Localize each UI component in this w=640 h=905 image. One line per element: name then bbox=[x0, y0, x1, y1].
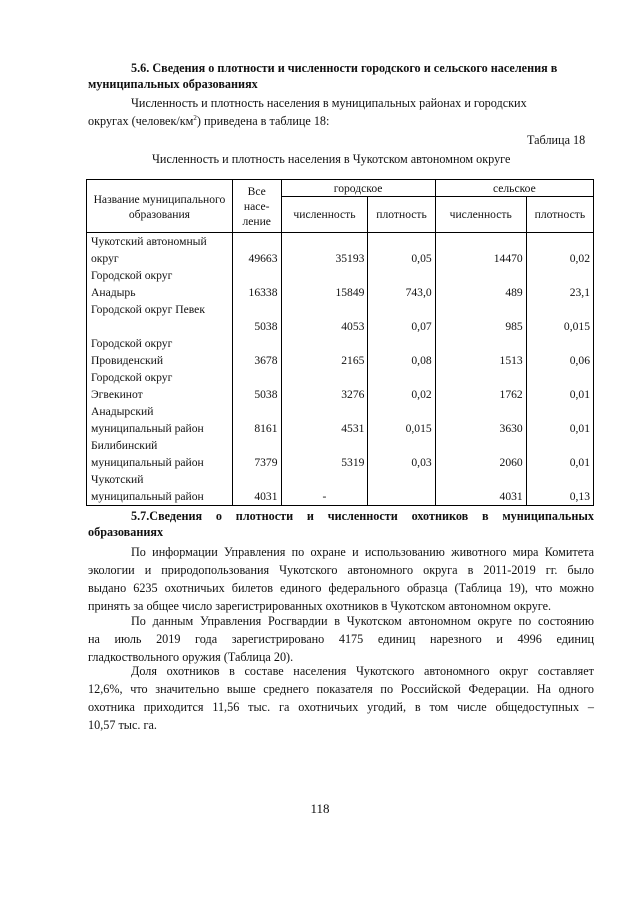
cell-name: Городской округ bbox=[87, 369, 233, 386]
paragraph-line: охотника приходится 11,56 тыс. га охотничьих угодий, в том числе общедоступных – bbox=[88, 700, 594, 714]
paragraph-line: выдано 6235 охотничьих билетов единого федерального образца (Таблица 19), что можно bbox=[88, 581, 594, 595]
cell-total: 5038 bbox=[232, 318, 281, 335]
cell-empty bbox=[281, 369, 368, 386]
cell-name: Анадырь bbox=[87, 284, 233, 301]
cell-u-count: 4053 bbox=[281, 318, 368, 335]
cell-name: Городской округ bbox=[87, 335, 233, 352]
section-5-7-title-line2: образованиях bbox=[88, 525, 164, 539]
cell-empty bbox=[281, 437, 368, 454]
table-row-cont bbox=[87, 454, 594, 471]
cell-name: округ bbox=[87, 250, 233, 267]
cell-r-density: 0,01 bbox=[526, 420, 593, 437]
cell-empty bbox=[232, 301, 281, 318]
cell-u-count: 4531 bbox=[281, 420, 368, 437]
table-row-cont bbox=[87, 352, 594, 369]
paragraph-line: По информации Управления по охране и использованию животного мира Комитета bbox=[131, 545, 594, 559]
cell-name bbox=[87, 318, 233, 335]
cell-empty bbox=[435, 267, 526, 284]
cell-r-density: 0,015 bbox=[526, 318, 593, 335]
table-row bbox=[87, 335, 594, 352]
cell-r-density: 0,06 bbox=[526, 352, 593, 369]
cell-u-density: 0,07 bbox=[368, 318, 435, 335]
cell-name: муниципальный район bbox=[87, 488, 233, 506]
table-row-cont bbox=[87, 284, 594, 301]
urban-density-header: плотность bbox=[368, 197, 435, 233]
cell-u-density: 0,05 bbox=[368, 250, 435, 267]
cell-empty bbox=[232, 437, 281, 454]
cell-u-density: 743,0 bbox=[368, 284, 435, 301]
table-row-cont bbox=[87, 386, 594, 403]
cell-empty bbox=[435, 301, 526, 318]
col-total-header: Все насе-ление bbox=[232, 180, 281, 233]
cell-total: 3678 bbox=[232, 352, 281, 369]
cell-u-density: 0,015 bbox=[368, 420, 435, 437]
cell-r-density: 0,13 bbox=[526, 488, 593, 506]
group-urban-header: городское bbox=[281, 180, 435, 197]
intro-line1: Численность и плотность населения в муниципальных районах и городских bbox=[131, 96, 527, 110]
cell-empty bbox=[281, 267, 368, 284]
cell-r-count: 3630 bbox=[435, 420, 526, 437]
cell-empty bbox=[526, 267, 593, 284]
cell-r-count: 1513 bbox=[435, 352, 526, 369]
paragraph-line: гладкоствольного оружия (Таблица 20). bbox=[88, 650, 294, 664]
cell-empty bbox=[526, 335, 593, 352]
table-row-cont bbox=[87, 488, 594, 506]
cell-empty bbox=[435, 369, 526, 386]
cell-name: Эгвекинот bbox=[87, 386, 233, 403]
cell-empty bbox=[368, 233, 435, 251]
paragraph-line: экологии и природопользования Чукотского автономного округа в 2011-2019 гг. было bbox=[88, 563, 594, 577]
cell-empty bbox=[232, 369, 281, 386]
cell-u-density bbox=[368, 488, 435, 506]
col-name-header: Название муниципального образования bbox=[87, 180, 233, 233]
cell-empty bbox=[368, 267, 435, 284]
cell-name: Чукотский bbox=[87, 471, 233, 488]
table-body bbox=[87, 233, 594, 506]
cell-r-density: 0,01 bbox=[526, 386, 593, 403]
cell-r-density: 0,01 bbox=[526, 454, 593, 471]
cell-total: 5038 bbox=[232, 386, 281, 403]
table-row bbox=[87, 437, 594, 454]
section-5-6-title-line2: муниципальных образованиях bbox=[88, 77, 258, 91]
cell-empty bbox=[435, 335, 526, 352]
cell-empty bbox=[526, 471, 593, 488]
cell-u-count: 5319 bbox=[281, 454, 368, 471]
table-row bbox=[87, 369, 594, 386]
intro-line2: округах $(человек/км^2)$ приведена в таблице 18: bbox=[88, 113, 330, 128]
cell-u-count: - bbox=[281, 488, 368, 506]
paragraph-line: По данным Управления Росгвардии в Чукотском автономном округе по состоянию bbox=[131, 614, 594, 628]
rural-density-header: плотность bbox=[526, 197, 593, 233]
cell-r-count: 14470 bbox=[435, 250, 526, 267]
cell-total: 16338 bbox=[232, 284, 281, 301]
cell-name: Анадырский bbox=[87, 403, 233, 420]
table-label: Таблица 18 bbox=[527, 133, 586, 147]
table-row-cont bbox=[87, 250, 594, 267]
cell-empty bbox=[281, 335, 368, 352]
cell-r-count: 489 bbox=[435, 284, 526, 301]
cell-empty bbox=[368, 403, 435, 420]
cell-empty bbox=[526, 301, 593, 318]
cell-u-count: 3276 bbox=[281, 386, 368, 403]
cell-empty bbox=[232, 233, 281, 251]
cell-empty bbox=[435, 233, 526, 251]
cell-u-count: 2165 bbox=[281, 352, 368, 369]
cell-empty bbox=[526, 369, 593, 386]
cell-r-density: 23,1 bbox=[526, 284, 593, 301]
table-row-cont bbox=[87, 420, 594, 437]
cell-empty bbox=[281, 471, 368, 488]
cell-r-count: 1762 bbox=[435, 386, 526, 403]
cell-total: 8161 bbox=[232, 420, 281, 437]
cell-empty bbox=[281, 403, 368, 420]
cell-empty bbox=[368, 369, 435, 386]
cell-empty bbox=[232, 267, 281, 284]
table-row bbox=[87, 267, 594, 284]
cell-empty bbox=[435, 403, 526, 420]
cell-u-density: 0,02 bbox=[368, 386, 435, 403]
paragraph-line: Доля охотников в составе населения Чукотского автономного округ составляет bbox=[131, 664, 594, 678]
cell-name: Провиденский bbox=[87, 352, 233, 369]
cell-empty bbox=[368, 437, 435, 454]
table-row bbox=[87, 403, 594, 420]
cell-r-density: 0,02 bbox=[526, 250, 593, 267]
table-row bbox=[87, 471, 594, 488]
cell-empty bbox=[368, 301, 435, 318]
cell-empty bbox=[435, 471, 526, 488]
cell-empty bbox=[368, 335, 435, 352]
cell-r-count: 4031 bbox=[435, 488, 526, 506]
cell-name: Билибинский bbox=[87, 437, 233, 454]
cell-name: муниципальный район bbox=[87, 420, 233, 437]
table-row bbox=[87, 301, 594, 318]
paragraph-line: 10,57 тыс. га. bbox=[88, 718, 157, 732]
cell-r-count: 2060 bbox=[435, 454, 526, 471]
cell-name: Городской округ Певек bbox=[87, 301, 233, 318]
cell-empty bbox=[526, 437, 593, 454]
cell-empty bbox=[368, 471, 435, 488]
cell-u-count: 15849 bbox=[281, 284, 368, 301]
cell-u-count: 35193 bbox=[281, 250, 368, 267]
group-rural-header: сельское bbox=[435, 180, 593, 197]
rural-count-header: численность bbox=[435, 197, 526, 233]
cell-empty bbox=[526, 233, 593, 251]
cell-empty bbox=[232, 403, 281, 420]
urban-count-header: численность bbox=[281, 197, 368, 233]
cell-empty bbox=[281, 233, 368, 251]
cell-name: Чукотский автономный bbox=[87, 233, 233, 251]
section-5-7-title-line1: 5.7.Сведения о плотности и численности охотников в муниципальных bbox=[131, 509, 594, 523]
cell-empty bbox=[526, 403, 593, 420]
table-row-cont bbox=[87, 318, 594, 335]
cell-u-density: 0,08 bbox=[368, 352, 435, 369]
cell-total: 49663 bbox=[232, 250, 281, 267]
cell-empty bbox=[232, 471, 281, 488]
cell-name: Городской округ bbox=[87, 267, 233, 284]
page-number: 118 bbox=[310, 801, 330, 816]
cell-empty bbox=[281, 301, 368, 318]
cell-name: муниципальный район bbox=[87, 454, 233, 471]
paragraph-line: на июль 2019 года зарегистрировано 4175 единиц нарезного и 4996 единиц bbox=[88, 632, 594, 646]
population-table bbox=[86, 179, 594, 506]
cell-u-density: 0,03 bbox=[368, 454, 435, 471]
cell-empty bbox=[435, 437, 526, 454]
cell-r-count: 985 bbox=[435, 318, 526, 335]
cell-empty bbox=[232, 335, 281, 352]
table-caption: Численность и плотность населения в Чукотском автономном округе bbox=[152, 152, 511, 166]
section-5-6-title-line1: 5.6. Сведения о плотности и численности городского и сельского населения в bbox=[131, 61, 558, 75]
paragraph-line: принять за общее число зарегистрированных охотников в Чукотском автономном округе. bbox=[88, 599, 552, 613]
cell-total: 7379 bbox=[232, 454, 281, 471]
cell-total: 4031 bbox=[232, 488, 281, 506]
table-row bbox=[87, 233, 594, 251]
paragraph-line: 12,6%, что значительно выше среднего показателя по Российской Федерации. На одного bbox=[88, 682, 594, 696]
